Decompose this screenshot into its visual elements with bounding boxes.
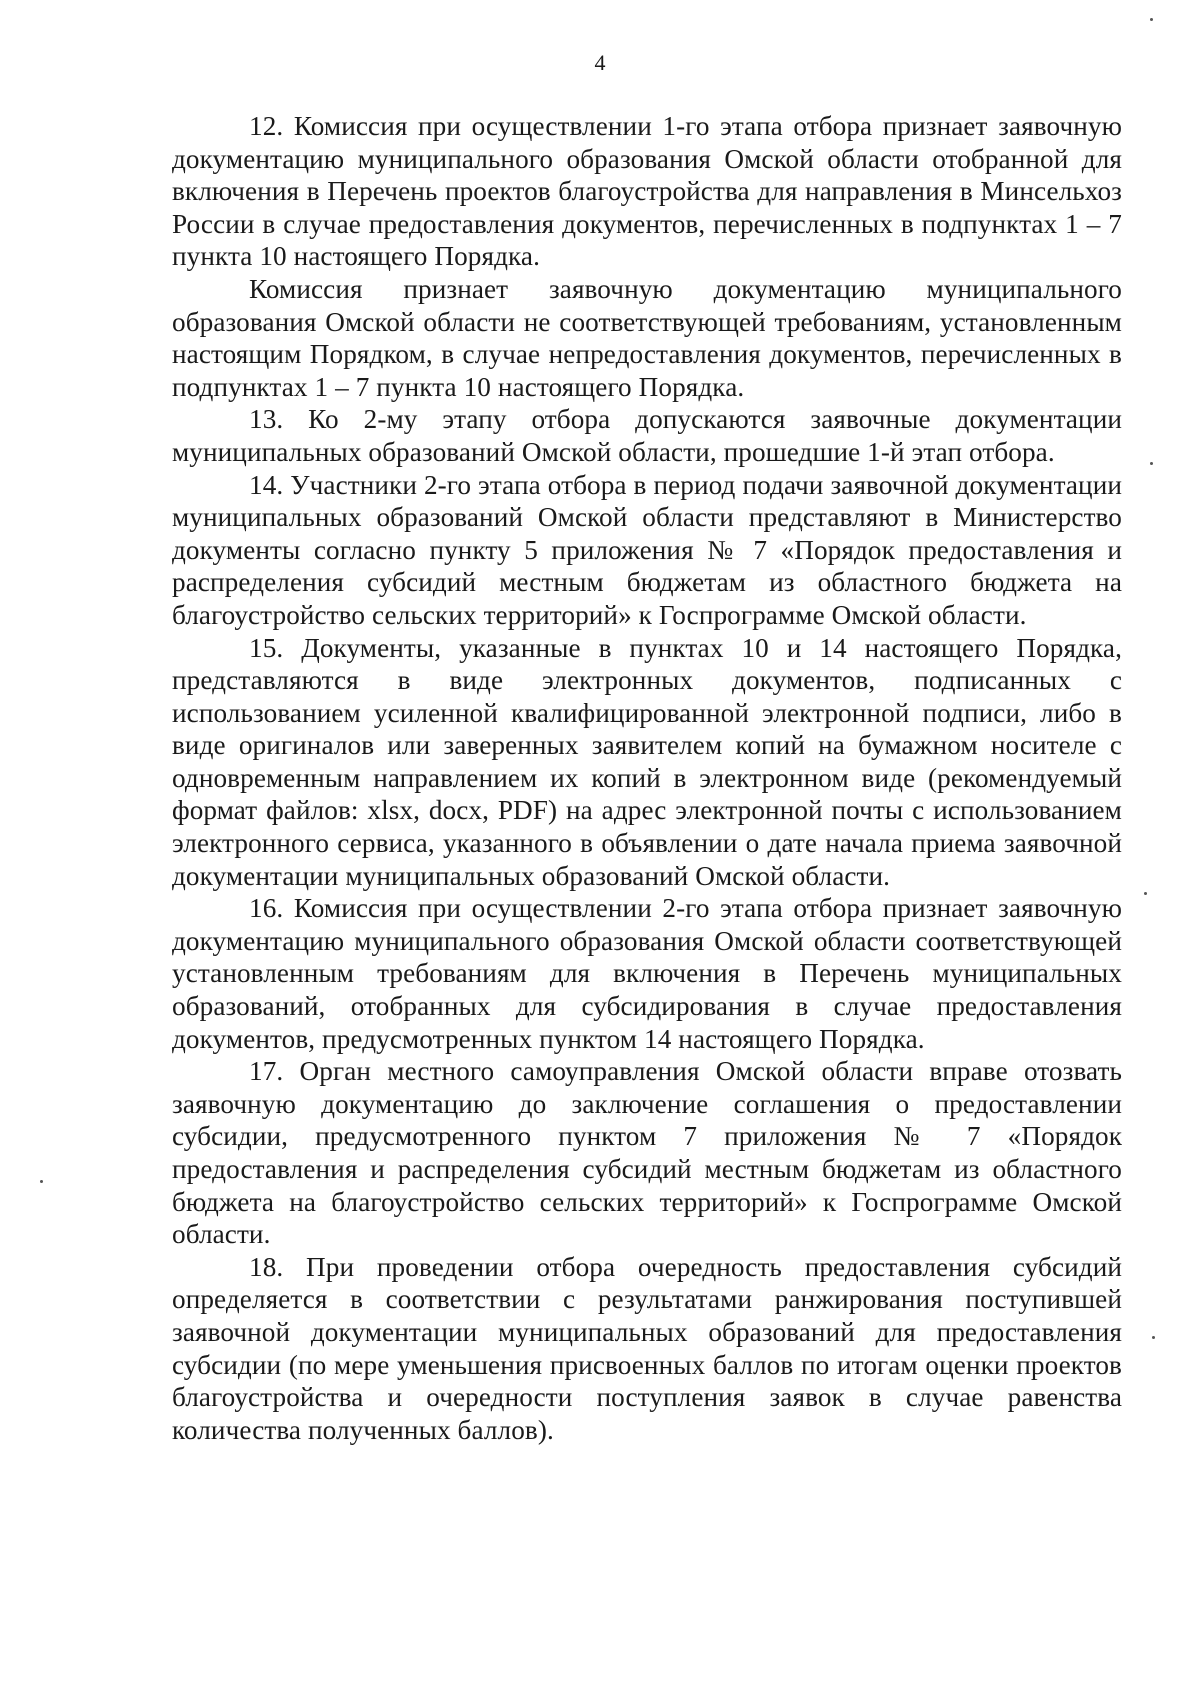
paragraph-18: 18. При проведении отбора очередность предоставления субсидий определяется в соответствии с результатами ранжирования поступившей заявочной документации муниципальных образований для предоставления субсидии (по мере уменьшения присвоенных баллов по итогам оценки проектов благоустройства и очередности поступления заявок в случае равенства количества полученных баллов). (172, 1251, 1122, 1445)
paragraph-13: 13. Ко 2-му этапу отбора допускаются заявочные документации муниципальных образований Омской области, прошедшие 1-й этап отбора. (172, 404, 1122, 467)
paragraph-commission: Комиссия признает заявочную документацию муниципального образования Омской области не соответствующей требованиям, установленным настоящим Порядком, в случае непредоставления документов, перечисленных в подпунктах 1 – 7 пункта 10 настоящего Порядка. (172, 273, 1122, 402)
scan-speck (1144, 892, 1147, 895)
paragraph-14: 14. Участники 2-го этапа отбора в период подачи заявочной документации муниципальных образований Омской области представляют в Министерство документы согласно пункту 5 приложения № 7 «Порядок предоставления и распределения субсидий местным бюджетам из областного бюджета на благоустройство сельских территорий» к Госпрограмме Омской области. (172, 469, 1122, 630)
paragraph-15: 15. Документы, указанные в пунктах 10 и 14 настоящего Порядка, представляются в виде электронных документов, подписанных с использованием усиленной квалифицированной электронной подписи, либо в виде оригиналов или заверенных заявителем копий на бумажном носителе с одновременным направлением их копий в электронном виде (рекомендуемый формат файлов: xlsx, docx, PDF) на адрес электронной почты с использованием электронного сервиса, указанного в объявлении о дате начала приема заявочной документации муниципальных образований Омской области. (172, 632, 1122, 891)
paragraph-12: 12. Комиссия при осуществлении 1-го этапа отбора признает заявочную документацию муниципального образования Омской области отобранной для включения в Перечень проектов благоустройства для направления в Минсельхоз России в случае предоставления документов, перечисленных в подпунктах 1 – 7 пункта 10 настоящего Порядка. (172, 111, 1122, 272)
scan-speck (1150, 462, 1153, 465)
paragraph-16: 16. Комиссия при осуществлении 2-го этапа отбора признает заявочную документацию муниципального образования Омской области соответствующей установленным требованиям для включения в Перечень муниципальных образований, отобранных для субсидирования в случае предоставления документов, предусмотренных пунктом 14 настоящего Порядка. (172, 893, 1122, 1054)
scan-speck (1152, 1336, 1155, 1339)
paragraph-17: 17. Орган местного самоуправления Омской области вправе отозвать заявочную документацию до заключение соглашения о предоставлении субсидии, предусмотренного пунктом 7 приложения № 7 «Порядок предоставления и распределения субсидий местным бюджетам из областного бюджета на благоустройство сельских территорий» к Госпрограмме Омской области. (172, 1056, 1122, 1250)
scan-speck (40, 1180, 43, 1183)
scan-speck (1150, 18, 1153, 21)
document-body (172, 110, 1122, 1446)
page-number: 4 (594, 50, 606, 75)
